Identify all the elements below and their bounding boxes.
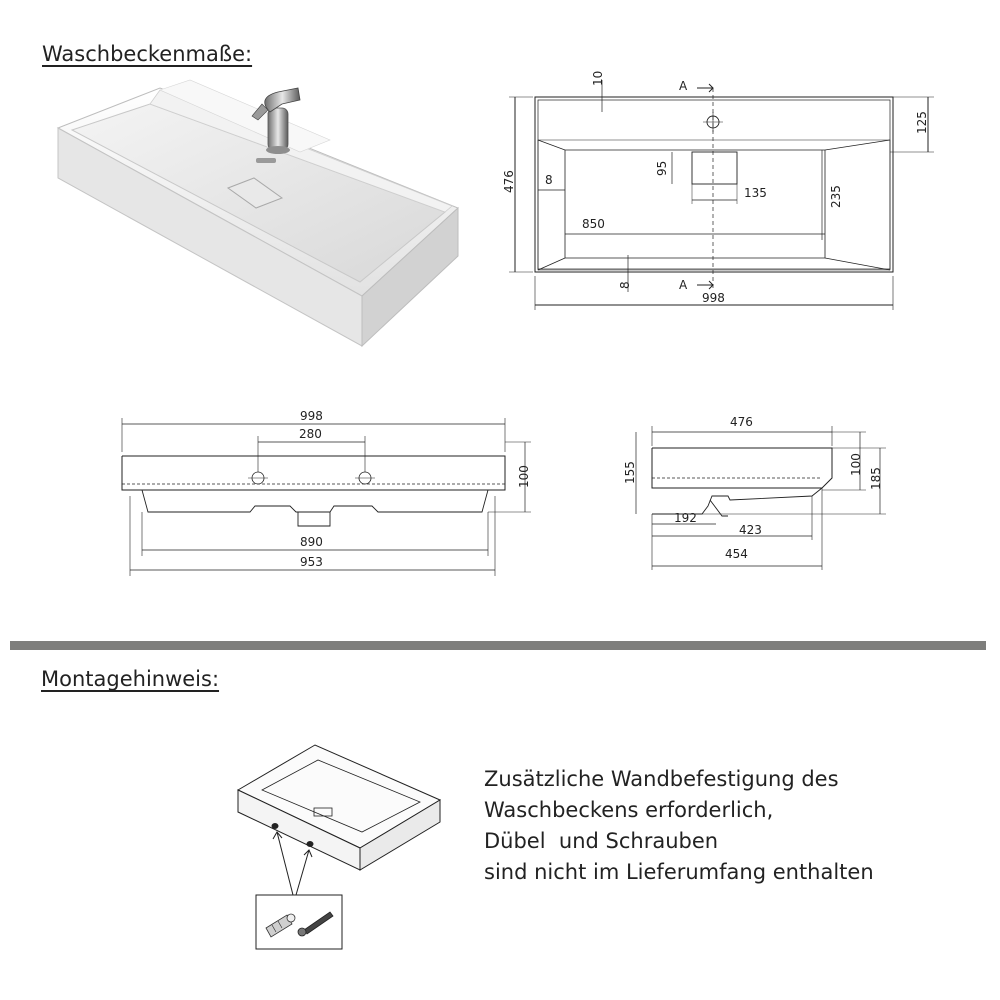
- section-label-top: A: [679, 79, 688, 93]
- dim-side-total-height: 155: [623, 461, 637, 484]
- dim-body-depth: 454: [725, 547, 748, 561]
- section-divider: [10, 641, 986, 650]
- mounting-illustration: [238, 745, 440, 949]
- dim-depth: 476: [502, 170, 516, 193]
- dimensions-heading: Waschbeckenmaße:: [42, 42, 253, 66]
- dim-basin-length: 850: [582, 217, 605, 231]
- dim-basin-depth: 235: [829, 185, 843, 208]
- dim-tap-zone: 125: [915, 111, 929, 134]
- dim-inner-width: 890: [300, 535, 323, 549]
- dim-hole-spacing: 280: [299, 427, 322, 441]
- mounting-note-line: Waschbeckens erforderlich,: [484, 798, 774, 822]
- dim-side-rim-height: 100: [849, 453, 863, 476]
- dim-rim-back: 8: [618, 281, 632, 289]
- mounting-heading: Montagehinweis:: [41, 667, 220, 691]
- dim-drain-offset: 192: [674, 511, 697, 525]
- dim-front-width: 998: [300, 409, 323, 423]
- dim-bottom-depth: 423: [739, 523, 762, 537]
- mounting-note-line: Zusätzliche Wandbefestigung des: [484, 767, 839, 791]
- dim-side-rim: 8: [545, 173, 553, 187]
- dim-drain-width: 135: [744, 186, 767, 200]
- washbasin-illustration: [58, 80, 458, 346]
- mounting-note-line: sind nicht im Lieferumfang enthalten: [484, 860, 874, 884]
- dim-front-height: 100: [517, 465, 531, 488]
- dim-side-depth: 476: [730, 415, 753, 429]
- mounting-note-line: Dübel und Schrauben: [484, 829, 719, 853]
- dim-bottom-width: 953: [300, 555, 323, 569]
- dim-side-overall-height: 185: [869, 467, 883, 490]
- side-view-drawing: [636, 426, 886, 570]
- front-view-labels: [299, 409, 531, 569]
- mounting-note: [484, 764, 874, 888]
- dim-drain-depth: 95: [655, 160, 669, 176]
- top-view-drawing: [509, 80, 934, 310]
- section-label-bottom: A: [679, 278, 688, 292]
- dim-width: 998: [702, 291, 725, 305]
- dim-rim-front: 10: [591, 70, 605, 86]
- front-view-drawing: [122, 418, 531, 576]
